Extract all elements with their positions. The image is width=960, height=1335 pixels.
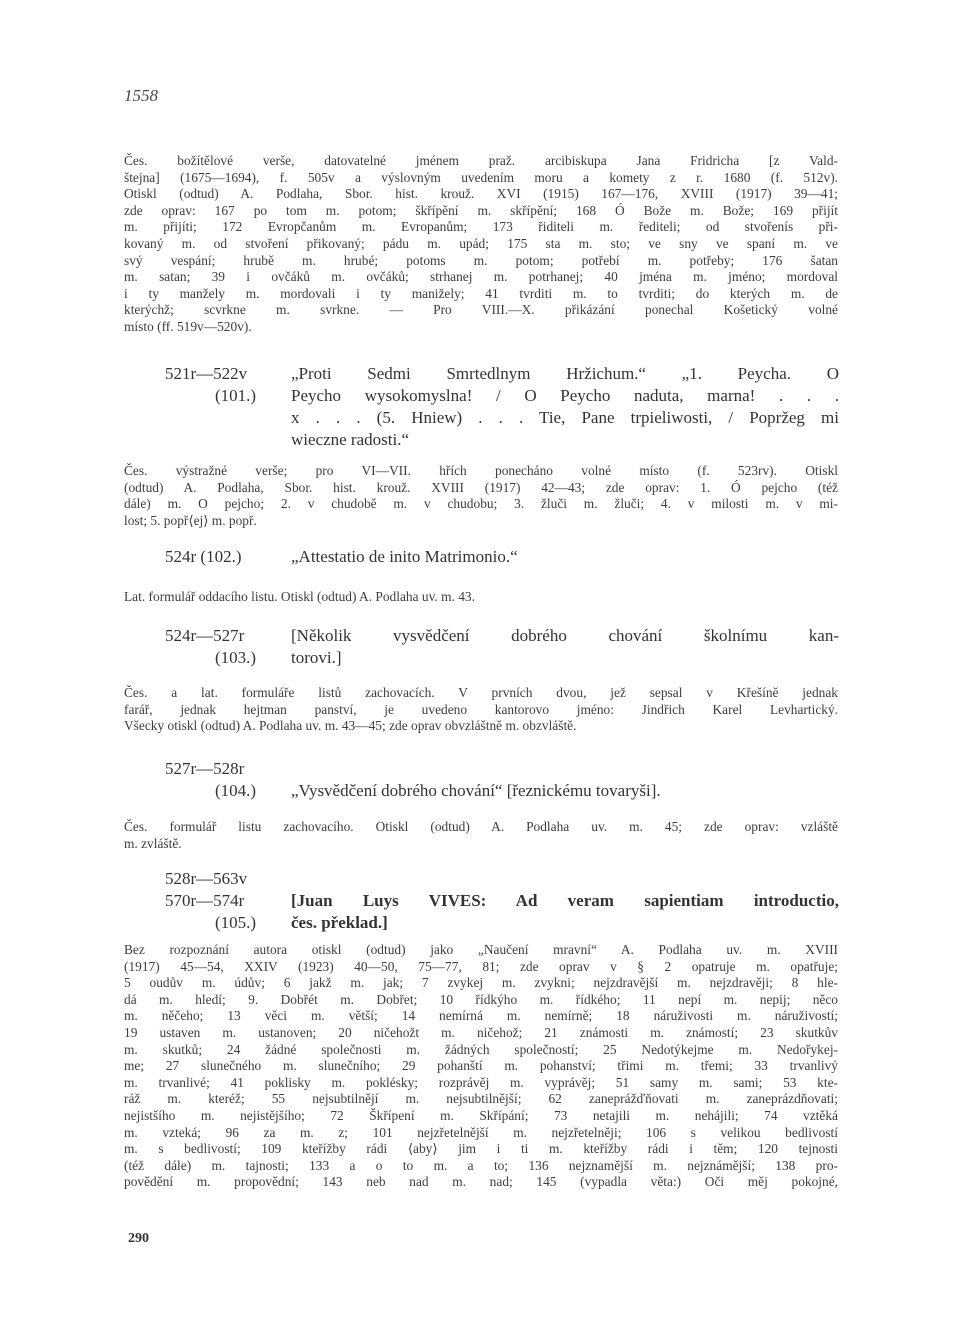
entry-103-comment bbox=[124, 685, 838, 735]
text-line: (odtud) A. Podlaha, Sbor. hist. krouž. XVIII (1917) 42—43; zde oprav: 1. Ó pejcho (též bbox=[124, 479, 838, 495]
text-line: Čes. výstražné verše; pro VI—VII. hřích ponecháno volné místo (f. 523rv). Otiskl bbox=[124, 463, 838, 478]
title-line: [Juan Luys VIVES: Ad veram sapientiam introductio, bbox=[291, 891, 839, 910]
text-line: místo (ff. 519v—520v). bbox=[124, 318, 252, 334]
title-line: [Několik vysvědčení dobrého chování školnímu kan- bbox=[291, 626, 839, 645]
text-line: Všecky otiskl (odtud) A. Podlaha uv. m. 43—45; zde oprav obvzláštně m. obzvláště. bbox=[124, 718, 577, 734]
text-line: kterýchž; scvrkne m. svrkne. — Pro VIII.—X. přikázání ponechal Košetický volné bbox=[124, 302, 838, 318]
text-line: m. přijíti; 172 Evropčanům m. Evropanům; 173 řiditeli m. řediteli; od stvořenís při- bbox=[124, 219, 838, 235]
text-line: Čes. formulář listu zachovacího. Otiskl (odtud) A. Podlaha uv. m. 45; zde oprav: vzláště bbox=[124, 819, 838, 834]
folio-range: 521r—522v bbox=[165, 364, 248, 383]
text-line: kovaný m. od stvoření přikovaný; pádu m. upád; 175 sta m. sto; ve sny ve spaní m. ve bbox=[124, 235, 838, 251]
folio-range: 527r—528r bbox=[165, 759, 245, 778]
page-number-bottom: 290 bbox=[128, 1231, 149, 1246]
entry-title bbox=[291, 890, 839, 934]
title-line: „Vysvědčení dobrého chování“ [řeznickému tovaryši]. bbox=[291, 781, 661, 800]
text-line: lost; 5. popř⟨ej⟩ m. popř. bbox=[124, 512, 257, 528]
entry-title bbox=[291, 546, 839, 568]
folio-reference bbox=[165, 546, 285, 568]
text-line: zde oprav: 167 po tom m. potom; škřípění m. skřípění; 168 Ó Bože m. Bože; 169 přijít bbox=[124, 202, 838, 218]
title-line: torovi.] bbox=[291, 648, 342, 667]
text-line: m. trvanlivé; 41 poklisky m. poklésky; rozprávěj m. vyprávěj; 51 samy m. sami; 53 kte- bbox=[124, 1074, 838, 1090]
folio-reference bbox=[165, 868, 285, 934]
text-line: i ty manžely m. mordovali i ty manižely; 41 tvrditi m. to tvrditi; do kterých m. de bbox=[124, 285, 838, 301]
entry-title bbox=[291, 780, 839, 802]
text-line: štejna] (1675—1694), f. 505v a výslovným uvedením moru a komety z r. 1680 (f. 512v). bbox=[124, 169, 838, 185]
text-line: nejistšího m. nejistějšího; 72 Škřípení m. Skřípání; 73 netajili m. nehájili; 74 vztěká bbox=[124, 1107, 838, 1123]
title-line: čes. překlad.] bbox=[291, 913, 388, 932]
entry-title bbox=[291, 363, 839, 451]
folio-reference bbox=[165, 625, 285, 669]
folio-reference bbox=[165, 758, 285, 802]
intro-comment bbox=[124, 153, 838, 336]
text-line: Lat. formulář oddacího listu. Otiskl (odtud) A. Podlaha uv. m. 43. bbox=[124, 589, 475, 604]
entry-number: (103.) bbox=[215, 648, 257, 667]
text-line: m. něčeho; 13 věci m. větší; 14 nemírná m. nemírně; 18 náruživosti m. náruživostí; bbox=[124, 1008, 838, 1024]
title-line: x . . . (5. Hniew) . . . Tie, Pane trpieliwosti, / Popržeg mi bbox=[291, 408, 839, 427]
text-line: Otiskl (odtud) A. Podlaha, Sbor. hist. krouž. XVI (1915) 167—176, XVIII (1917) 39—41; bbox=[124, 186, 838, 202]
page-number-top: 1558 bbox=[124, 86, 158, 105]
text-line: povědění m. propovědní; 143 neb nad m. nad; 145 (vypadla věta:) Oči měj pokojné, bbox=[124, 1174, 838, 1190]
text-line: m. zvláště. bbox=[124, 835, 182, 851]
folio-reference bbox=[165, 363, 285, 407]
text-line: Bez rozpoznání autora otiskl (odtud) jako „Naučení mravní“ A. Podlaha uv. m. XVIII bbox=[124, 942, 838, 957]
entry-101-comment bbox=[124, 463, 838, 529]
title-line: Peycho wysokomyslna! / O Peycho naduta, marna! . . . bbox=[291, 386, 839, 405]
entry-105-comment bbox=[124, 942, 838, 1191]
entry-number: (101.) bbox=[215, 386, 257, 405]
text-line: (též dále) m. tajnosti; 133 a o to m. a to; 136 nejznamější m. nejznámější; 138 pro- bbox=[124, 1157, 838, 1173]
title-line: „Attestatio de inito Matrimonio.“ bbox=[291, 547, 518, 566]
text-line: Čes. a lat. formuláře listů zachovacích. V prvních dvou, jež sepsal v Křešíně jednak bbox=[124, 685, 838, 700]
entry-number: (104.) bbox=[215, 781, 257, 800]
title-line: „Proti Sedmi Smrtedlnym Hržichum.“ „1. Peycha. O bbox=[291, 364, 839, 383]
text-line: dále) m. O pejcho; 2. v chudobě m. v chudobu; 3. žluči m. žluči; 4. v milosti m. v mi- bbox=[124, 496, 838, 512]
entry-104-comment bbox=[124, 819, 838, 852]
text-line: Čes. božítělové verše, datovatelné jménem praž. arcibiskupa Jana Fridricha [z Vald- bbox=[124, 153, 838, 168]
text-line: (1917) 45—54, XXIV (1923) 40—50, 75—77, 81; zde oprav v § 2 opatruje m. opatřuje; bbox=[124, 958, 838, 974]
folio-range: 528r—563v bbox=[165, 869, 248, 888]
text-line: dá m. hledí; 9. Dobřét m. Dobřet; 10 řídkýho m. řídkého; 11 nepí m. nepij; něco bbox=[124, 991, 838, 1007]
text-line: m. vzteká; 96 za m. z; 101 nejzřetelnější m. nejzřetelněji; 106 s velikou bedlivostí bbox=[124, 1124, 838, 1140]
entry-102-comment bbox=[124, 589, 838, 606]
folio-range: 570r—574r bbox=[165, 891, 245, 910]
folio-range: 524r (102.) bbox=[165, 547, 242, 566]
text-line: 5 oudův m. údův; 6 jakž m. jak; 7 zvykej m. zvykni; nejzdravější m. nejzdravěji; 8 hle- bbox=[124, 975, 838, 991]
text-line: m. satan; 39 i ovčáků m. ovčáků; strhanej m. potrhanej; 40 jména m. jméno; mordoval bbox=[124, 269, 838, 285]
text-line: me; 27 slunečného m. slunečního; 29 pohanští m. pohanství; třimi m. třemi; 33 trvanlivý bbox=[124, 1058, 838, 1074]
text-line: m. s bedlivostí; 109 kteřížby rádi ⟨aby⟩ jim i ti m. kteřížby rádi i těm; 120 tejnosti bbox=[124, 1141, 838, 1157]
text-line: farář, jednak hejtman panství, je uvedeno kantorovo jméno: Jindřich Karel Levhartický. bbox=[124, 701, 838, 717]
text-line: ráž m. kteréž; 55 nejsubtilnějí m. nejsubtilnější; 62 zaneprážďňovati m. zaneprázdňovati; bbox=[124, 1091, 838, 1107]
text-line: m. skutků; 24 žádné společnosti m. žádných společností; 25 Nedotýkejme m. Nedořykej- bbox=[124, 1041, 838, 1057]
entry-title bbox=[291, 625, 839, 669]
text-line: 19 ustaven m. ustanoven; 20 ničehožt m. ničehož; 21 známosti m. známostí; 23 skutkův bbox=[124, 1024, 838, 1040]
title-line: wieczne radosti.“ bbox=[291, 430, 409, 449]
entry-number: (105.) bbox=[215, 913, 257, 932]
folio-range: 524r—527r bbox=[165, 626, 245, 645]
text-line: svý vespání; hrubě m. hrubé; potoms m. potom; potřebí m. potřeby; 176 šatan bbox=[124, 252, 838, 268]
